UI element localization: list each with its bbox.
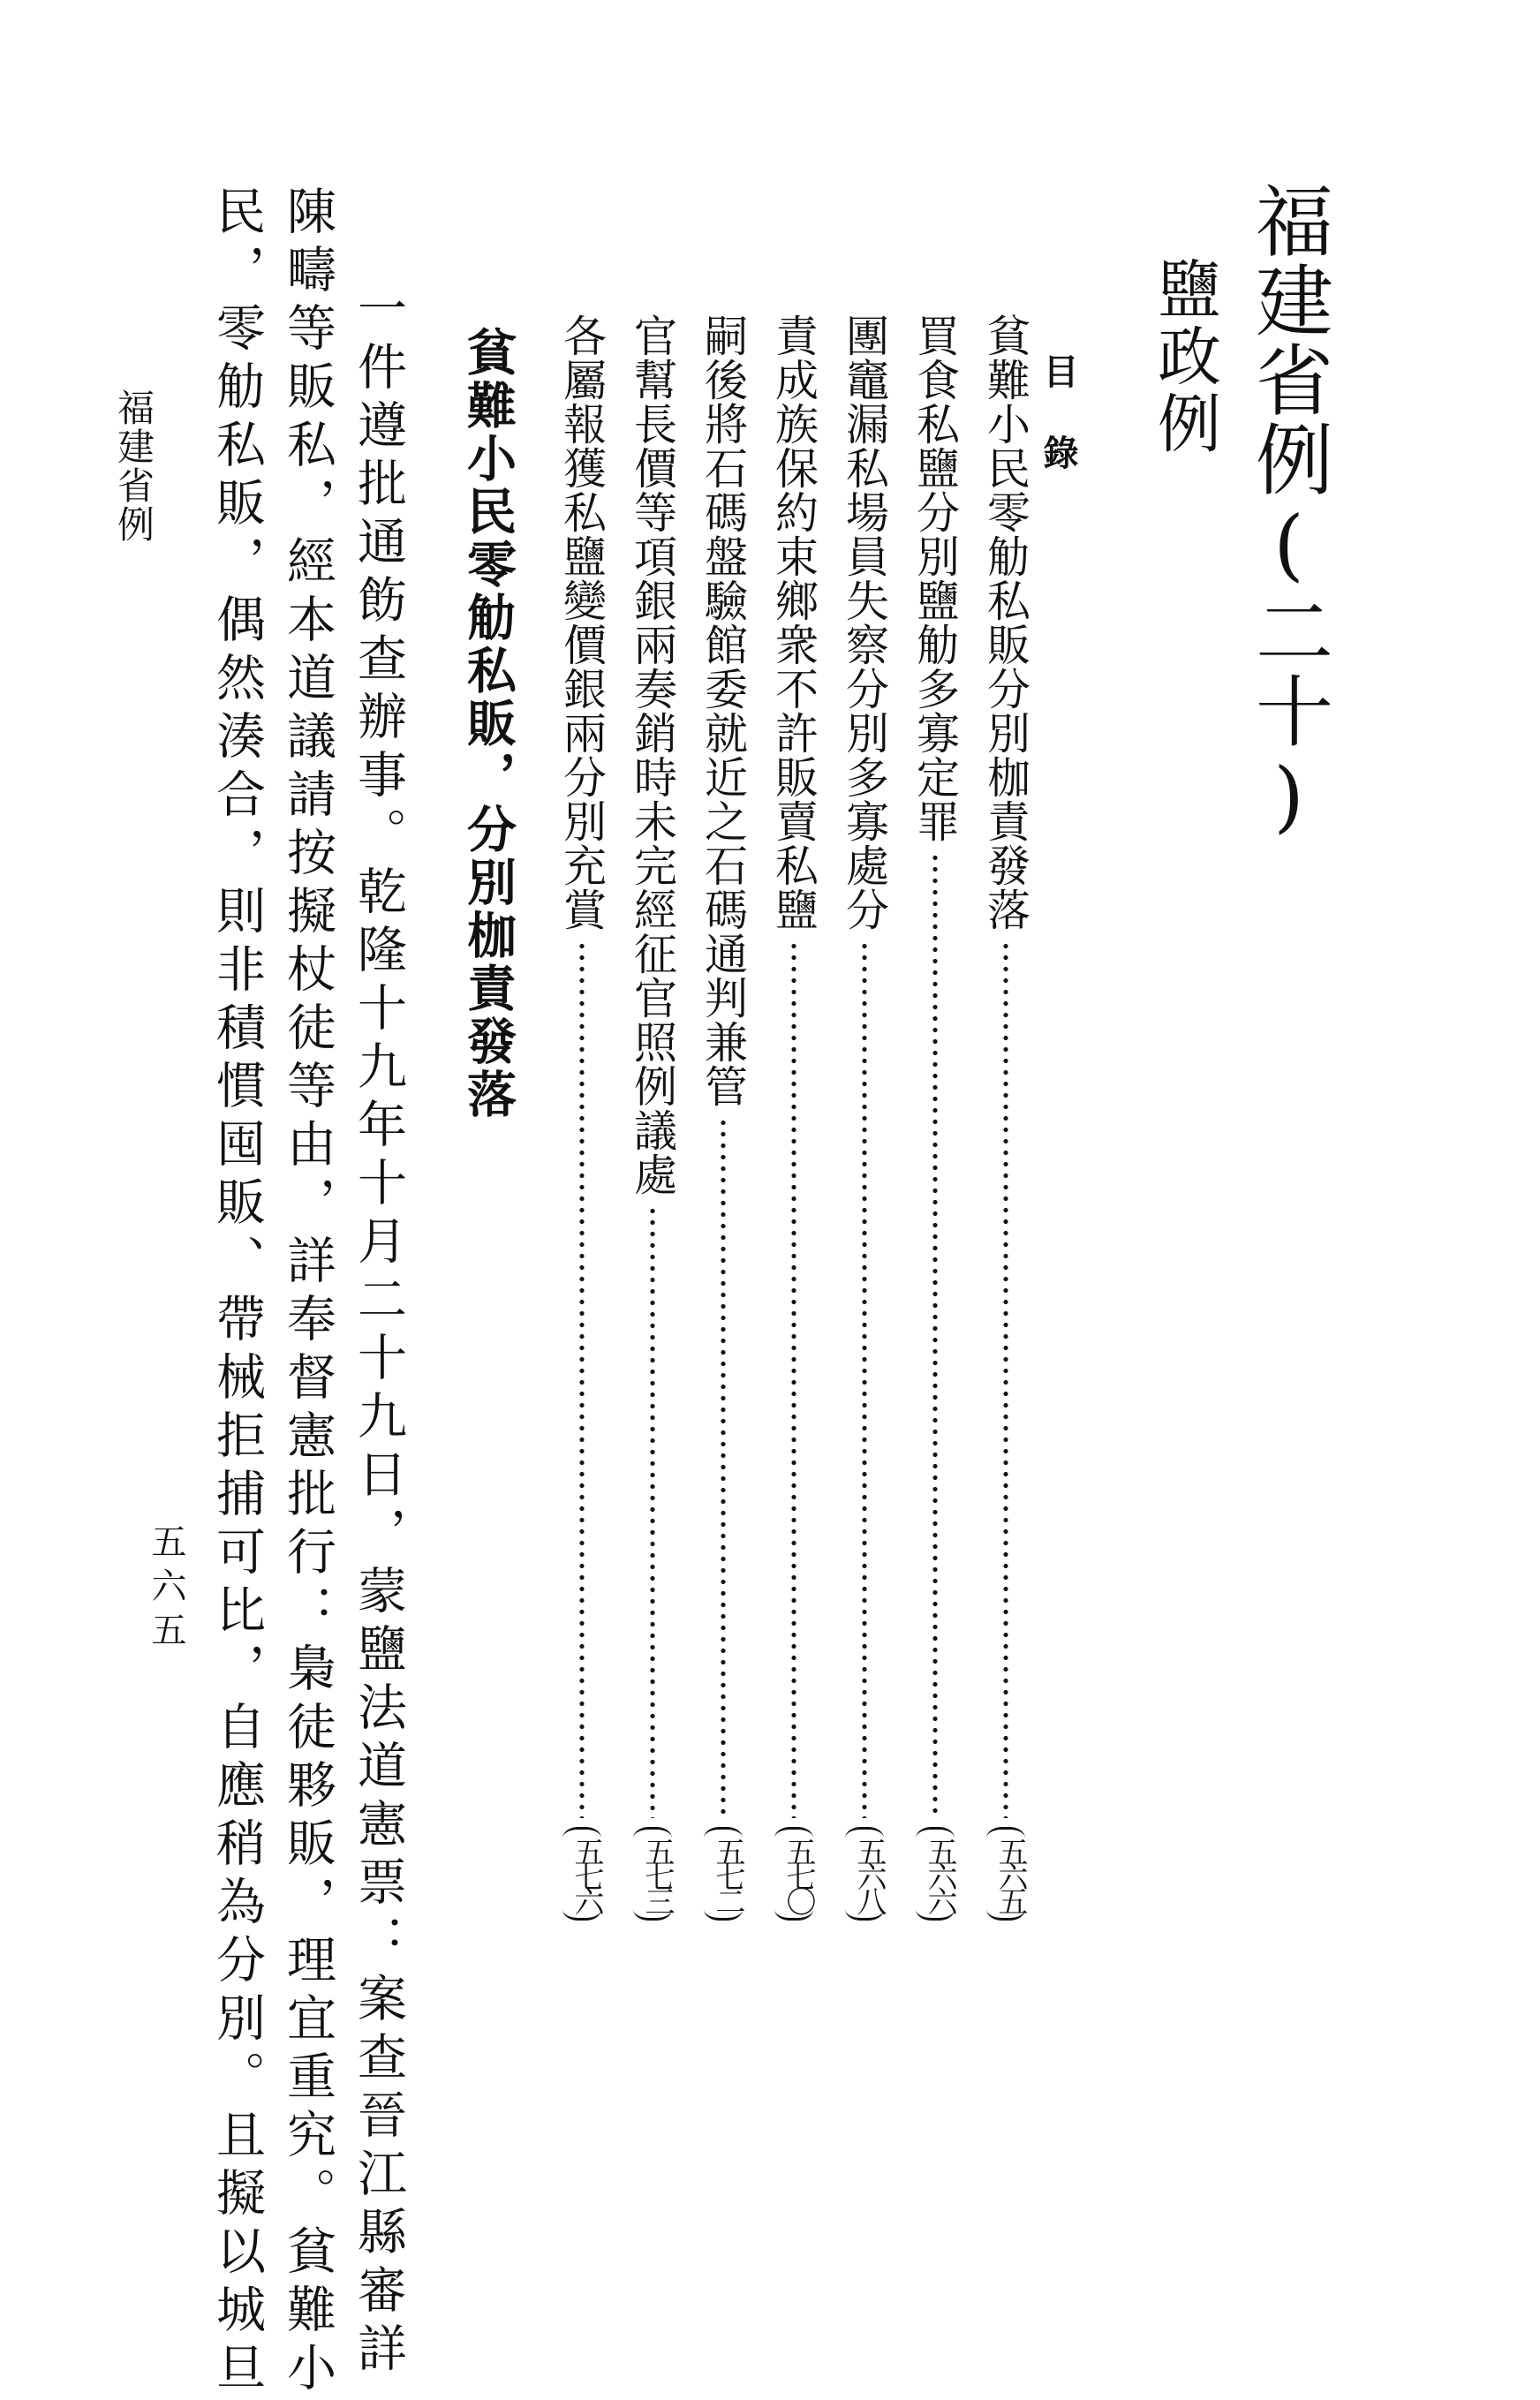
toc-leader-dots bbox=[861, 940, 868, 1818]
toc-entry-title: 責成族保約束鄉衆不許販賣私鹽 bbox=[768, 313, 819, 932]
toc-entry bbox=[837, 313, 892, 1921]
toc-entry-page: 五七〇 bbox=[774, 1827, 813, 1921]
running-head: 福建省例 bbox=[112, 389, 155, 544]
body-line: 一件遵批通飭查辦事。乾隆十九年十月二十九日，蒙鹽法道憲票：案查晉江縣審詳 bbox=[350, 283, 407, 2381]
toc-entry-title: 嗣後將石碼盤驗館委就近之石碼通判兼管 bbox=[698, 313, 749, 1108]
toc-entry-page: 五六八 bbox=[845, 1827, 884, 1921]
toc-entry-title: 各屬報獲私鹽變價銀兩分別充賞 bbox=[556, 313, 608, 932]
entry-heading: 貧難小民零觔私販，分別枷責發落 bbox=[459, 327, 517, 1121]
toc-entry-title: 團竈漏私場員失察分別多寡處分 bbox=[839, 313, 890, 932]
toc-leader-dots bbox=[649, 1205, 656, 1818]
toc-leader-dots bbox=[578, 940, 585, 1818]
toc-entry-page: 五七三 bbox=[633, 1827, 672, 1921]
toc-leader-dots bbox=[790, 940, 797, 1818]
body-line: 陳疇等販私，經本道議請按擬杖徒等由，詳奉督憲批行：梟徒夥販，理宜重究。貧難小 bbox=[279, 185, 336, 2400]
body-line: 民，零觔私販，偶然湊合，則非積慣囤販、帶械拒捕可比，自應稍為分別。且擬以城旦 bbox=[208, 185, 266, 2400]
toc-leader-dots bbox=[720, 1117, 727, 1818]
toc-entry-page: 五六六 bbox=[916, 1827, 955, 1921]
toc-entry-page: 五七六 bbox=[562, 1827, 601, 1921]
book-title: 福建省例(二十) bbox=[1243, 181, 1334, 843]
toc-entry bbox=[908, 313, 962, 1921]
toc-entry-title: 官幫長價等項銀兩奏銷時未完經征官照例議處 bbox=[627, 313, 678, 1196]
page-number: 五六五 bbox=[146, 1523, 186, 1656]
toc-entry-page: 五六五 bbox=[986, 1827, 1025, 1921]
toc-entry bbox=[766, 313, 821, 1921]
toc-leader-dots bbox=[1002, 940, 1009, 1818]
toc-entry-title: 買食私鹽分別鹽觔多寡定罪 bbox=[910, 313, 961, 843]
toc-entry bbox=[625, 313, 680, 1921]
toc-entry bbox=[696, 313, 751, 1921]
toc-entry-page: 五七二 bbox=[704, 1827, 743, 1921]
toc-entry bbox=[555, 313, 609, 1921]
toc-entry-title: 貧難小民零觔私販分別枷責發落 bbox=[980, 313, 1031, 932]
toc-heading: 目錄 bbox=[1038, 353, 1079, 516]
toc-leader-dots bbox=[932, 852, 939, 1818]
section-title: 鹽政例 bbox=[1147, 256, 1221, 457]
toc-entry bbox=[978, 313, 1033, 1921]
